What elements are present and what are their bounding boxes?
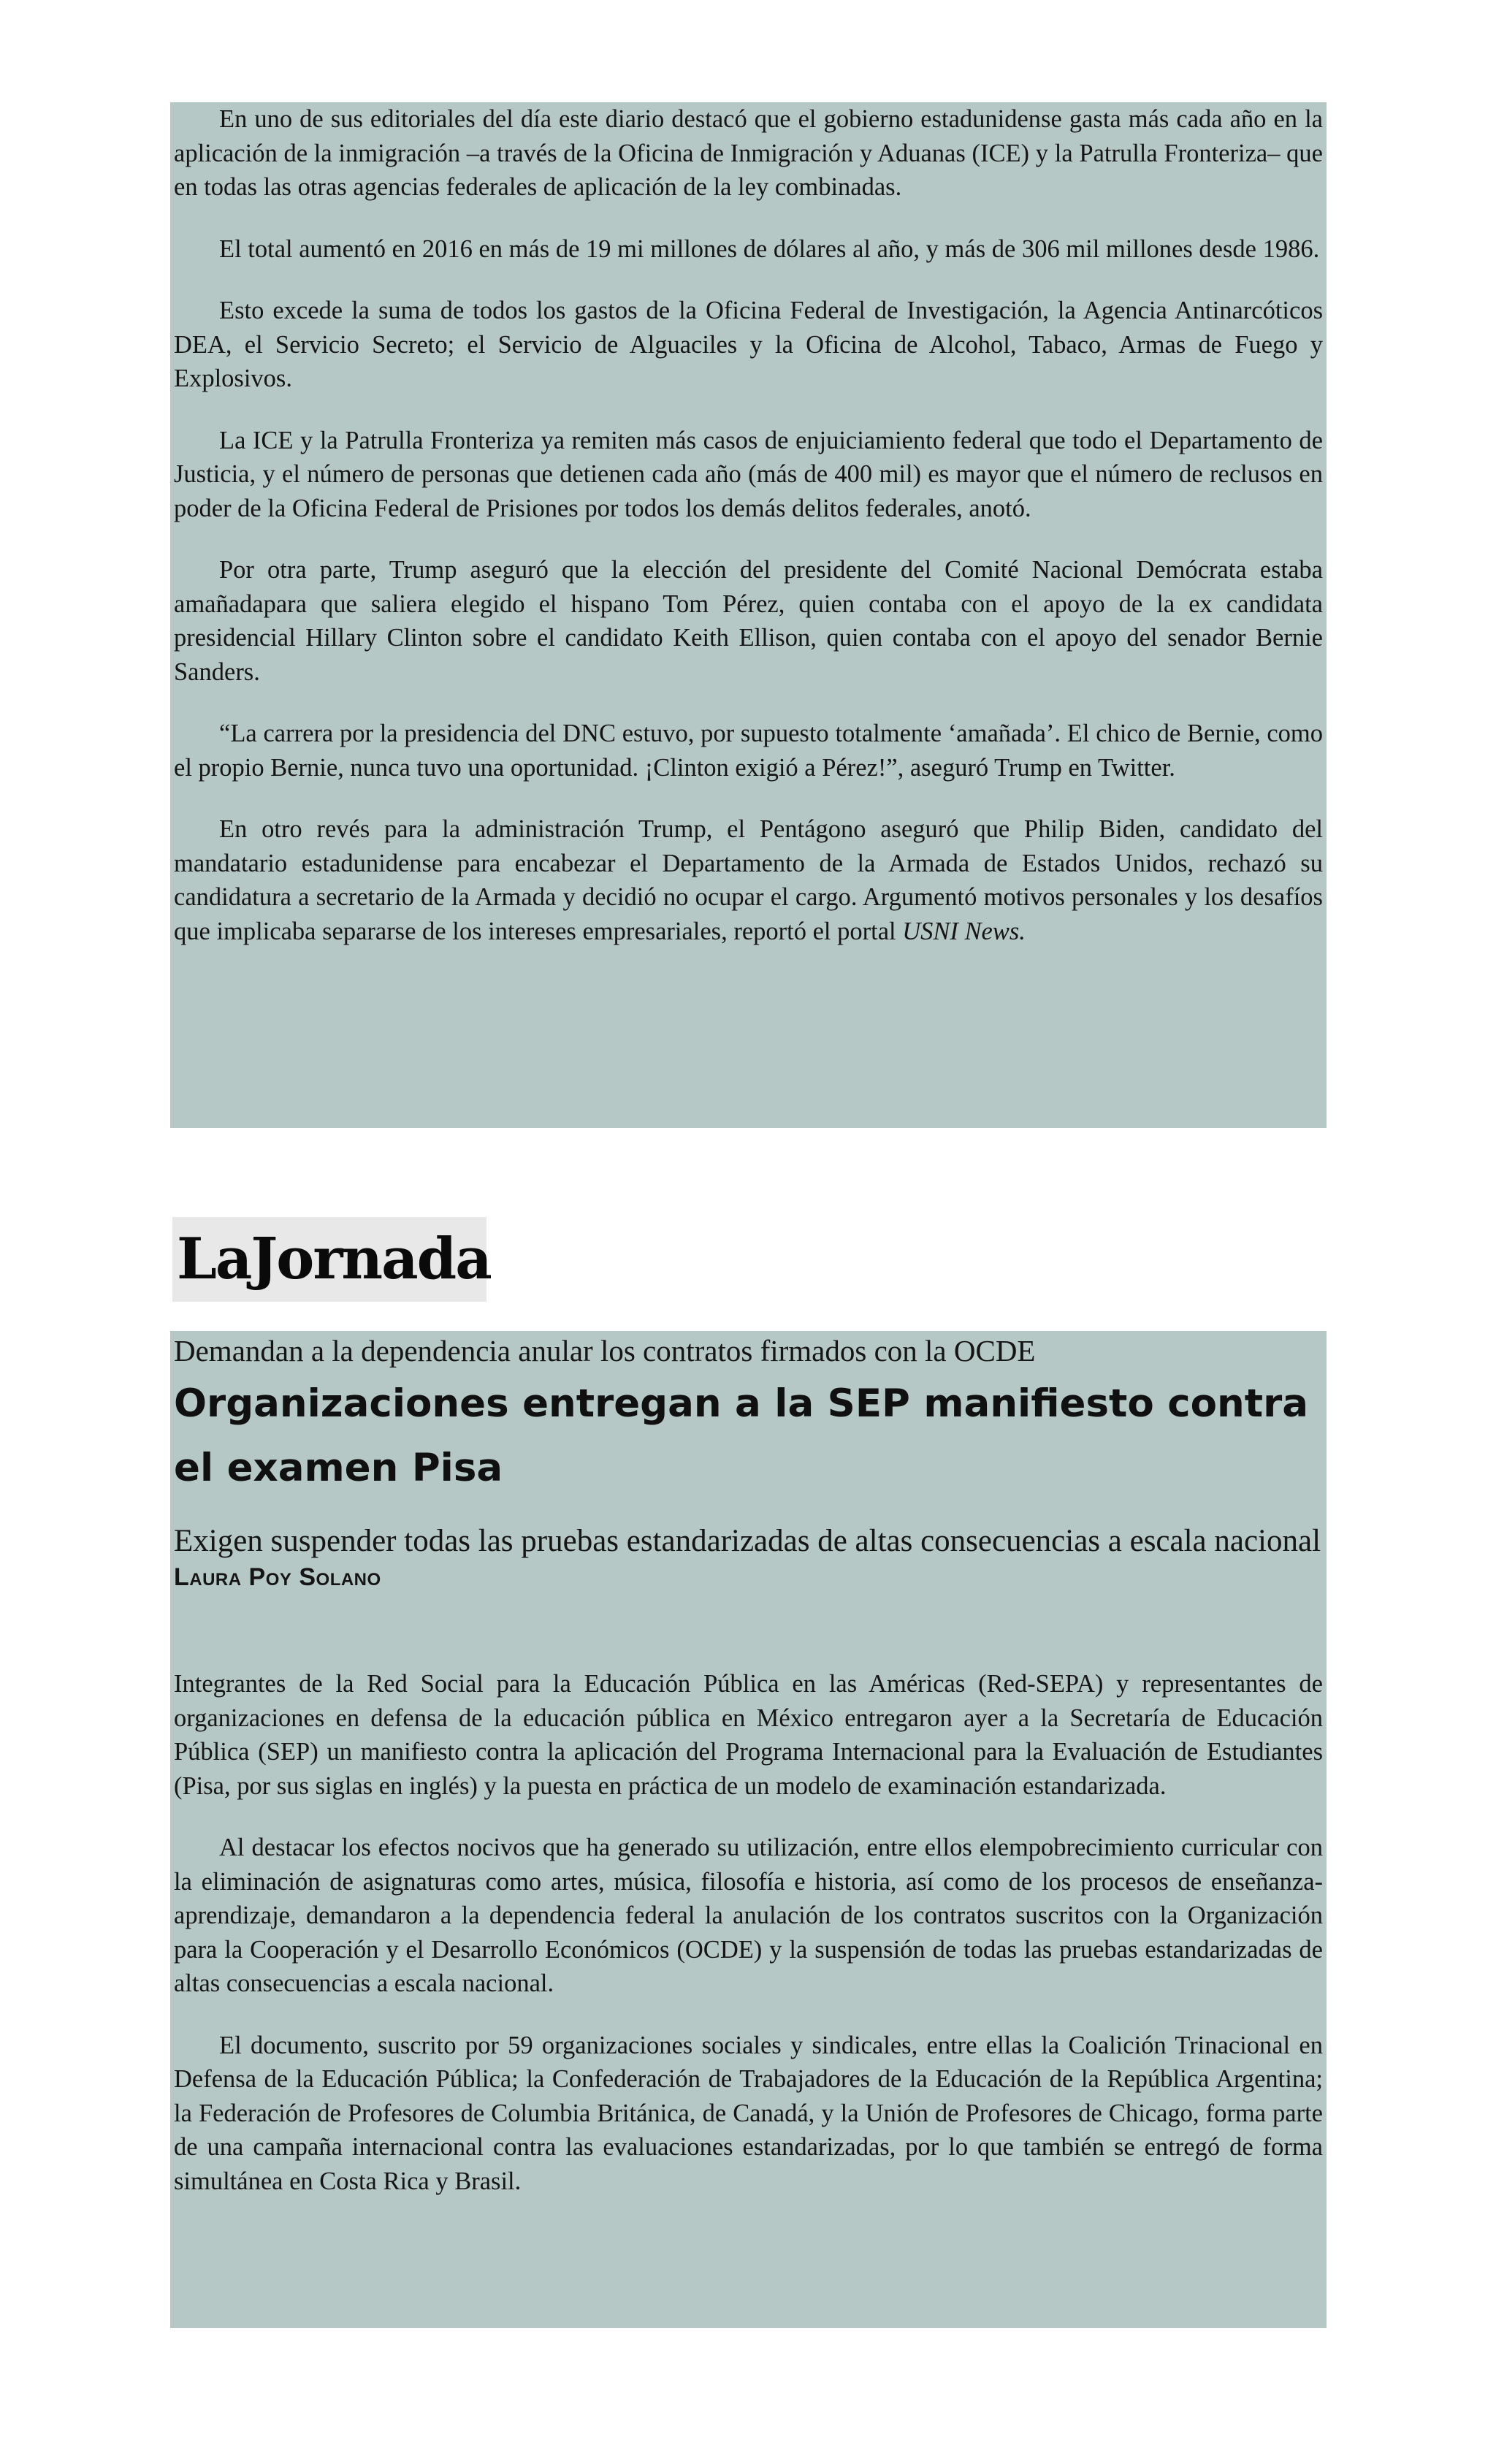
bottom-article	[170, 1331, 1327, 2328]
paragraph: La ICE y la Patrulla Fronteriza ya remiten más casos de enjuiciamiento federal que todo el Departamento de Justicia, y el número de personas que detienen cada año (más de 400 mil) es mayor que el número de reclusos en poder de la Oficina Federal de Prisiones por todos los demás delitos federales, anotó.	[174, 426, 1323, 522]
paragraph: Al destacar los efectos nocivos que ha generado su utilización, entre ellos elempobrecimiento curricular con la eliminación de asignaturas como artes, música, filosofía e historia, así como de los procesos de enseñanza-aprendizaje, demandaron a la dependencia federal la anulación de los contratos suscritos con la Organización para la Cooperación y el Desarrollo Económicos (OCDE) y la suspensión de todas las pruebas estandarizadas de altas consecuencias a escala nacional.	[174, 1834, 1323, 1997]
article-headline: Organizaciones entregan a la SEP manifiesto contra el examen Pisa	[174, 1381, 1308, 1490]
paragraph: En uno de sus editoriales del día este diario destacó que el gobierno estadunidense gasta más cada año en la aplicación de la inmigración –a través de la Oficina de Inmigración y Aduanas (ICE) y la Patrulla Fronteriza– que en todas las otras agencias federales de aplicación de la ley combinadas.	[174, 105, 1323, 201]
paragraph: Por otra parte, Trump aseguró que la elección del presidente del Comité Nacional Demócrata estaba amañadapara que saliera elegido el hispano Tom Pérez, quien contaba con el apoyo de la ex candidata presidencial Hillary Clinton sobre el candidato Keith Ellison, quien contaba con el apoyo del senador Bernie Sanders.	[174, 556, 1323, 686]
article-kicker: Demandan a la dependencia anular los contratos firmados con la OCDE	[174, 1334, 1036, 1368]
paragraph: Esto excede la suma de todos los gastos de la Oficina Federal de Investigación, la Agencia Antinarcóticos DEA, el Servicio Secreto; el Servicio de Alguaciles y la Oficina de Alcohol, Tabaco, Armas de Fuego y Explosivos.	[174, 297, 1323, 392]
paragraph: “La carrera por la presidencia del DNC estuvo, por supuesto totalmente ‘amañada’. El chico de Bernie, como el propio Bernie, nunca tuvo una oportunidad. ¡Clinton exigió a Pérez!”, aseguró Trump en Twitter.	[174, 720, 1323, 782]
paragraph-last	[174, 812, 1323, 948]
article-deck: Exigen suspender todas las pruebas estandarizadas de altas consecuencias a escala nacional	[174, 1524, 1321, 1558]
top-article	[170, 102, 1327, 1128]
paragraph: El documento, suscrito por 59 organizaciones sociales y sindicales, entre ellas la Coalición Trinacional en Defensa de la Educación Pública; la Confederación de Trabajadores de la Educación de la República Argentina; la Federación de Profesores de Columbia Británica, de Canadá, y la Unión de Profesores de Chicago, forma parte de una campaña internacional contra las evaluaciones estandarizadas, por lo que también se entregó de forma simultánea en Costa Rica y Brasil.	[174, 2031, 1323, 2195]
paragraph: El total aumentó en 2016 en más de 19 mi millones de dólares al año, y más de 306 mil millones desde 1986.	[219, 234, 1320, 263]
article-byline: Laura Poy Solano	[174, 1563, 381, 1591]
la-jornada-logo	[172, 1217, 491, 1302]
paragraph: Integrantes de la Red Social para la Educación Pública en las Américas (Red-SEPA) y representantes de organizaciones en defensa de la educación pública en México entregaron ayer a la Secretaría de Educación Pública (SEP) un manifiesto contra la aplicación del Programa Internacional para la Evaluación de Estudiantes (Pisa, por sus siglas en inglés) y la puesta en práctica de un modelo de examinación estandarizada.	[174, 1670, 1323, 1800]
paragraph-text: En otro revés para la administración Trump, el Pentágono aseguró que Philip Biden, candidato del mandatario estadunidense para encabezar el Departamento de la Armada de Estados Unidos, rechazó su candidatura a secretario de la Armada y decidió no ocupar el cargo. Argumentó motivos personales y los desafíos que implicaba separarse de los intereses empresariales, reportó el portal	[174, 815, 1323, 945]
article-body	[174, 1667, 1323, 2198]
source-name: USNI News.	[902, 917, 1026, 945]
logo-wordmark: LaJornada	[177, 1226, 491, 1292]
